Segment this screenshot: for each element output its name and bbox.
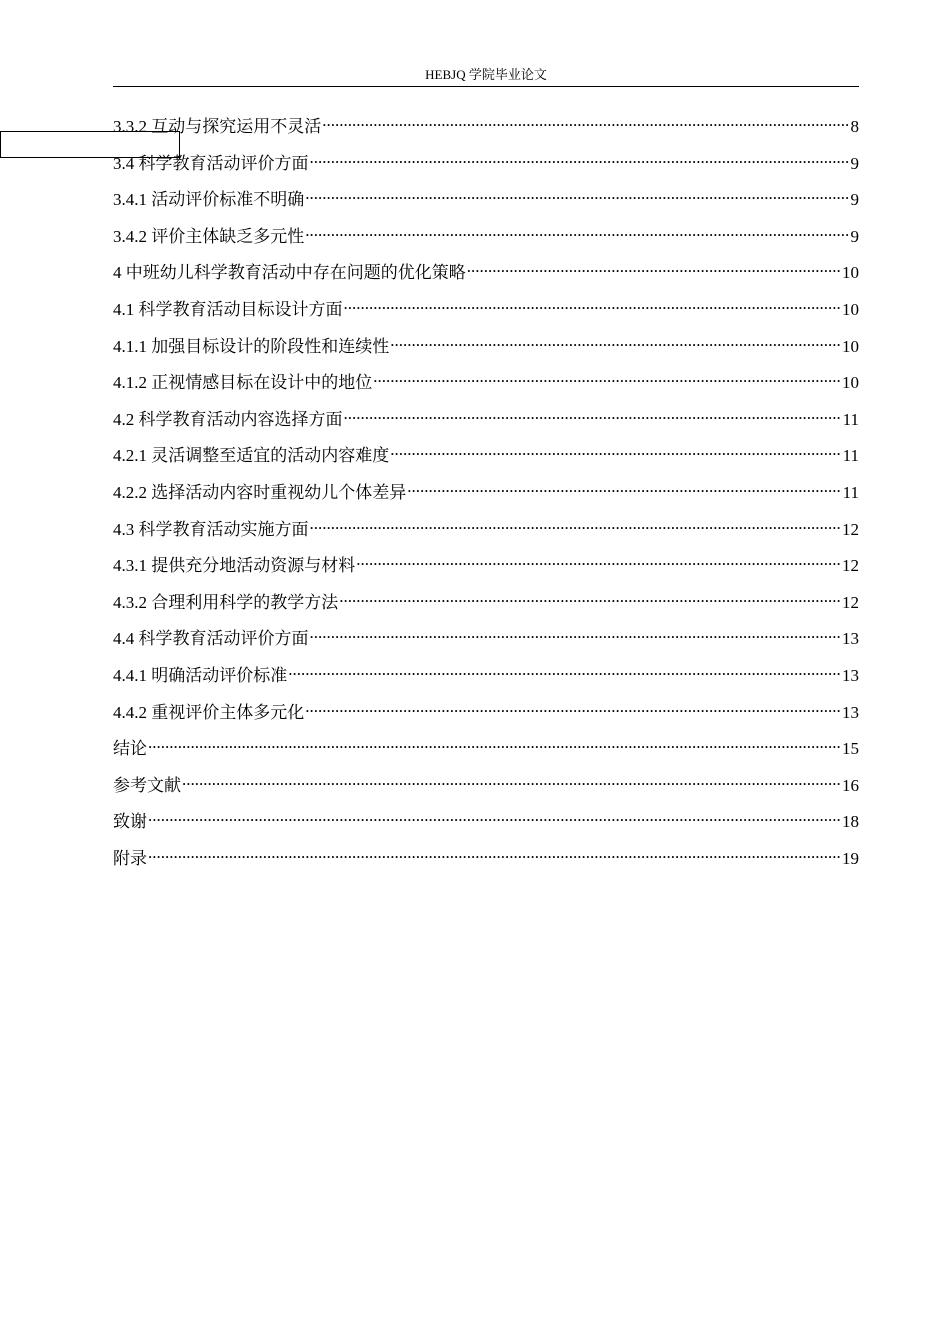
toc-entry[interactable] bbox=[113, 441, 859, 478]
toc-dot-leader bbox=[356, 554, 841, 571]
toc-entry-title: 4 中班幼儿科学教育活动中存在问题的优化策略 bbox=[113, 263, 466, 283]
toc-entry-title: 4.1.1 加强目标设计的阶段性和连续性 bbox=[113, 336, 390, 356]
toc-entry[interactable] bbox=[113, 734, 859, 771]
toc-entry-title: 3.3.2 互动与探究运用不灵活 bbox=[113, 117, 322, 136]
toc-entry[interactable] bbox=[113, 478, 859, 515]
toc-entry-title: 结论 bbox=[113, 739, 147, 759]
toc-entry-page: 8 bbox=[850, 117, 859, 136]
toc-entry-title: 附录 bbox=[113, 848, 147, 868]
toc-entry-page: 11 bbox=[842, 409, 859, 429]
table-of-contents bbox=[113, 112, 859, 880]
toc-entry-title: 4.4 科学教育活动评价方面 bbox=[113, 629, 309, 649]
toc-dot-leader bbox=[407, 481, 841, 498]
toc-dot-leader bbox=[148, 810, 841, 827]
toc-dot-leader bbox=[310, 152, 850, 169]
toc-entry[interactable] bbox=[113, 771, 859, 808]
toc-entry[interactable] bbox=[113, 698, 859, 735]
toc-dot-leader bbox=[288, 664, 841, 681]
toc-dot-leader bbox=[148, 737, 841, 754]
toc-dot-leader bbox=[390, 444, 841, 461]
toc-dot-leader bbox=[310, 627, 842, 644]
empty-text-frame[interactable] bbox=[0, 131, 180, 158]
toc-entry-title: 致谢 bbox=[113, 812, 147, 832]
toc-entry-page: 9 bbox=[850, 153, 859, 173]
toc-entry-title: 4.3 科学教育活动实施方面 bbox=[113, 519, 309, 539]
toc-entry-page: 9 bbox=[850, 226, 859, 246]
toc-entry-title: 4.1 科学教育活动目标设计方面 bbox=[113, 299, 343, 319]
toc-entry-title: 3.4 科学教育活动评价方面 bbox=[113, 153, 309, 173]
toc-entry-title: 4.2.2 选择活动内容时重视幼儿个体差异 bbox=[113, 482, 407, 502]
toc-entry[interactable] bbox=[113, 185, 859, 222]
toc-entry-title: 4.1.2 正视情感目标在设计中的地位 bbox=[113, 373, 373, 393]
toc-entry-title: 参考文献 bbox=[113, 775, 181, 795]
toc-entry-page: 10 bbox=[842, 373, 859, 393]
toc-dot-leader bbox=[310, 518, 842, 535]
toc-entry-page: 15 bbox=[842, 739, 859, 759]
toc-dot-leader bbox=[305, 701, 841, 718]
toc-entry-page: 16 bbox=[842, 775, 859, 795]
toc-dot-leader bbox=[344, 298, 842, 315]
toc-entry[interactable] bbox=[113, 258, 859, 295]
toc-entry-title: 4.4.1 明确活动评价标准 bbox=[113, 665, 288, 685]
toc-entry-page: 12 bbox=[842, 592, 859, 612]
toc-dot-leader bbox=[305, 225, 849, 242]
toc-dot-leader bbox=[339, 591, 841, 608]
toc-entry[interactable] bbox=[113, 149, 859, 186]
toc-entry-title: 4.3.2 合理利用科学的教学方法 bbox=[113, 592, 339, 612]
toc-entry[interactable] bbox=[113, 222, 859, 259]
toc-entry-page: 11 bbox=[842, 482, 859, 502]
toc-entry[interactable] bbox=[113, 515, 859, 552]
toc-entry[interactable] bbox=[113, 551, 859, 588]
toc-entry-page: 9 bbox=[850, 190, 859, 210]
toc-entry-page: 10 bbox=[842, 263, 859, 283]
toc-entry-page: 19 bbox=[842, 848, 859, 868]
toc-entry-page: 13 bbox=[842, 665, 859, 685]
toc-entry-page: 13 bbox=[842, 702, 859, 722]
toc-dot-leader bbox=[467, 261, 841, 278]
toc-dot-leader bbox=[322, 115, 849, 132]
toc-entry[interactable] bbox=[113, 588, 859, 625]
toc-dot-leader bbox=[390, 335, 841, 352]
toc-entry-title: 4.2 科学教育活动内容选择方面 bbox=[113, 409, 343, 429]
toc-entry[interactable] bbox=[113, 624, 859, 661]
toc-dot-leader bbox=[344, 408, 842, 425]
toc-entry-page: 12 bbox=[842, 556, 859, 576]
toc-entry-title: 3.4.1 活动评价标准不明确 bbox=[113, 190, 305, 210]
toc-dot-leader bbox=[373, 371, 841, 388]
toc-entry-page: 10 bbox=[842, 299, 859, 319]
toc-entry[interactable] bbox=[113, 368, 859, 405]
running-header: HEBJQ 学院毕业论文 bbox=[425, 67, 547, 82]
toc-entry[interactable] bbox=[113, 332, 859, 369]
toc-entry-page: 11 bbox=[842, 446, 859, 466]
toc-entry[interactable] bbox=[113, 405, 859, 442]
toc-entry-title: 4.2.1 灵活调整至适宜的活动内容难度 bbox=[113, 446, 390, 466]
toc-dot-leader bbox=[182, 774, 841, 791]
toc-entry-page: 13 bbox=[842, 629, 859, 649]
toc-entry-title: 4.3.1 提供充分地活动资源与材料 bbox=[113, 556, 356, 576]
toc-entry-page: 10 bbox=[842, 336, 859, 356]
toc-entry[interactable] bbox=[113, 295, 859, 332]
toc-entry[interactable] bbox=[113, 112, 859, 149]
header-rule bbox=[113, 86, 859, 87]
toc-entry-title: 4.4.2 重视评价主体多元化 bbox=[113, 702, 305, 722]
toc-dot-leader bbox=[148, 847, 841, 864]
toc-entry[interactable] bbox=[113, 807, 859, 844]
toc-entry[interactable] bbox=[113, 661, 859, 698]
toc-entry-page: 18 bbox=[842, 812, 859, 832]
toc-entry-page: 12 bbox=[842, 519, 859, 539]
toc-dot-leader bbox=[305, 188, 849, 205]
toc-entry[interactable] bbox=[113, 844, 859, 881]
toc-entry-title: 3.4.2 评价主体缺乏多元性 bbox=[113, 226, 305, 246]
